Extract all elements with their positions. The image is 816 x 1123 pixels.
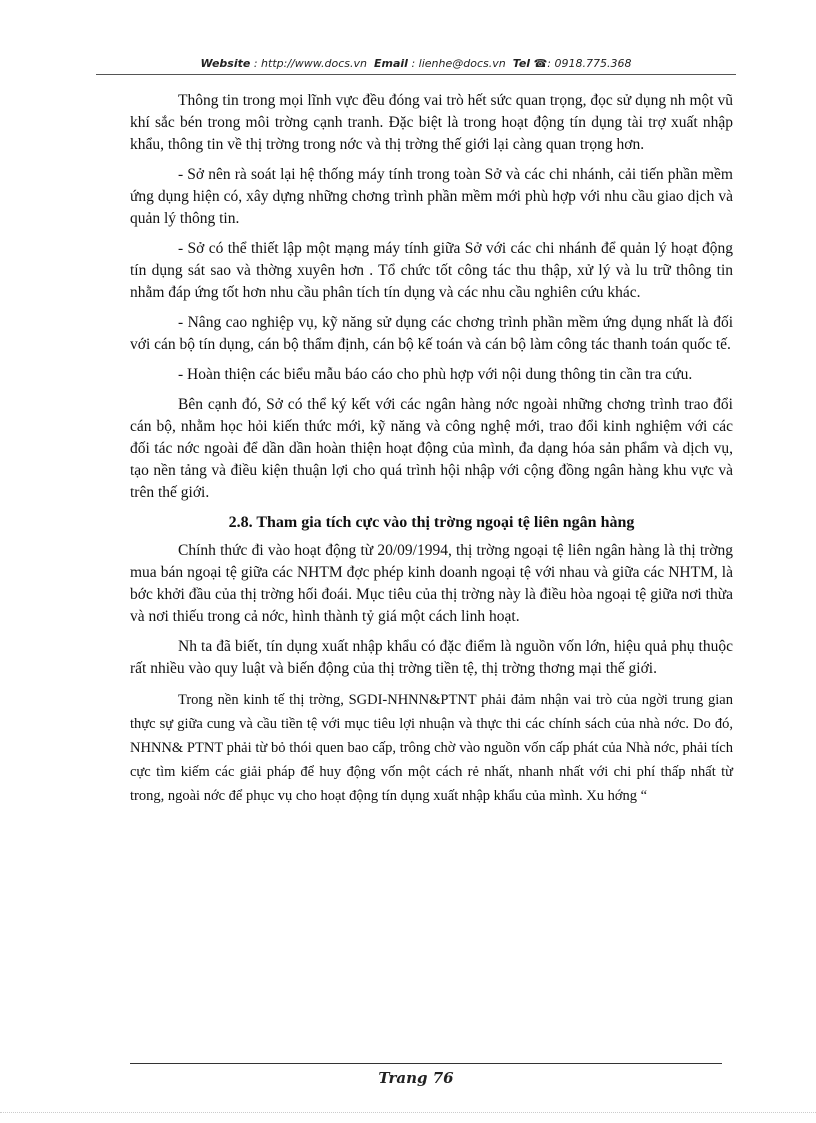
email-value: : lienhe@docs.vn xyxy=(411,57,506,70)
tel-label: Tel xyxy=(512,57,531,70)
tel-value: : 0918.775.368 xyxy=(547,57,632,70)
page-number: Trang 76 xyxy=(378,1069,454,1087)
page-header xyxy=(96,57,736,70)
paragraph: Bên cạnh đó, Sở có thể ký kết với các ngân hàng nớc ngoài những chơng trình trao đổi cán bộ, nhằm học hỏi kiến thức mới, kỹ năng và công nghệ mới, trao đổi kinh nghiệm với các đối tác nớc ngoài để dần dần hoàn thiện hoạt động của mình, đa dạng hóa sản phẩm và dịch vụ, tạo nền tảng và điều kiện thuận lợi cho quá trình hội nhập với cộng đồng ngân hàng khu vực và trên thế giới. xyxy=(130,396,733,501)
paragraph: - Nâng cao nghiệp vụ, kỹ năng sử dụng các chơng trình phần mềm ứng dụng nhất là đối với cán bộ tín dụng, cán bộ thẩm định, cán bộ kế toán và cán bộ làm công tác thanh toán quốc tế. xyxy=(130,314,733,353)
section-paragraph: Nh ta đã biết, tín dụng xuất nhập khẩu có đặc điểm là nguồn vốn lớn, hiệu quả phụ thuộc rất nhiều vào quy luật và biến động của thị trờng tiền tệ, thị trờng thơng mại thế giới. xyxy=(130,638,733,677)
paragraph: - Sở nên rà soát lại hệ thống máy tính trong toàn Sở và các chi nhánh, cải tiến phần mềm ứng dụng hiện có, xây dựng những chơng trình phần mềm mới phù hợp với nhu cầu giao dịch và quản lý thông tin. xyxy=(130,166,733,227)
footer-divider xyxy=(130,1063,722,1064)
section-paragraph: Trong nền kinh tế thị trờng, SGDI-NHNN&PTNT phải đảm nhận vai trò của ngời trung gian thực sự giữa cung và cầu tiền tệ với mục tiêu lợi nhuận và thực thi các chính sách của nhà nớc. Do đó, NHNN& PTNT phải từ bỏ thói quen bao cấp, trông chờ vào nguồn vốn cấp phát của Nhà nớc, phải tích cực tìm kiếm các giải pháp để huy động vốn một cách rẻ nhất, nhanh nhất với chi phí thấp nhất từ trong, ngoài nớc để phục vụ cho hoạt động tín dụng xuất nhập khẩu của mình. Xu hớng “ xyxy=(130,692,733,804)
paragraph: - Hoàn thiện các biểu mẫu báo cáo cho phù hợp với nội dung thông tin cần tra cứu. xyxy=(178,366,693,383)
page-edge xyxy=(0,1112,816,1113)
header-divider xyxy=(96,74,736,75)
paragraph: Thông tin trong mọi lĩnh vực đều đóng vai trò hết sức quan trọng, đọc sử dụng nh một vũ khí sắc bén trong môi trờng cạnh tranh. Đặc biệt là trong hoạt động tín dụng tài trợ xuất nhập khẩu, thông tin về thị trờng trong nớc và thị trờng thế giới lại càng quan trọng hơn. xyxy=(130,92,733,153)
website-label: Website xyxy=(200,57,251,70)
email-label: Email xyxy=(374,57,408,70)
section-paragraph: Chính thức đi vào hoạt động từ 20/09/1994, thị trờng ngoại tệ liên ngân hàng là thị trờng mua bán ngoại tệ giữa các NHTM đợc phép kinh doanh ngoại tệ với nhau và giữa các NHTM, là bớc khởi đầu của thị trờng hối đoái. Mục tiêu của thị trờng này là điều hòa ngoại tệ giữa nơi thừa và nơi thiếu trong cả nớc, hình thành tỷ giá một cách linh hoạt. xyxy=(130,542,733,625)
website-value: : http://www.docs.vn xyxy=(253,57,368,70)
paragraph: - Sở có thể thiết lập một mạng máy tính giữa Sở với các chi nhánh để quản lý hoạt động tín dụng sát sao và thờng xuyên hơn . Tổ chức tốt công tác thu thập, xử lý và lu trữ thông tin nhằm đáp ứng tốt hơn nhu cầu phân tích tín dụng và các nhu cầu nghiên cứu khác. xyxy=(130,240,733,301)
phone-icon: ☎ xyxy=(533,57,548,70)
document-body xyxy=(130,90,733,808)
section-heading: 2.8. Tham gia tích cực vào thị trờng ngoại tệ liên ngân hàng xyxy=(228,514,635,531)
